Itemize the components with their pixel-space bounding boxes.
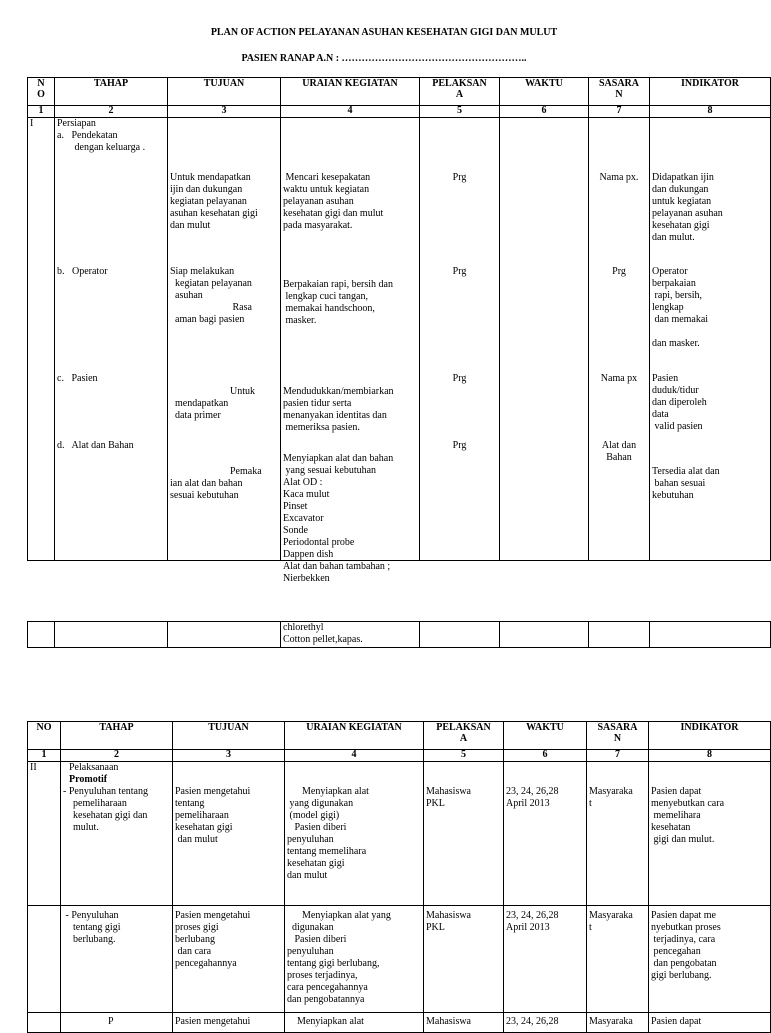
col-number: 8	[649, 750, 771, 762]
col-number: 8	[650, 106, 771, 118]
empty-cell	[168, 622, 281, 648]
tahap-text: - Penyuluhan tentang pemeliharaan kesehatan gigi dan mulut.	[63, 786, 148, 833]
tahap-pelaksanaan: Pelaksanaan	[69, 762, 119, 773]
plan-table-pelaksanaan	[27, 721, 771, 1033]
indikator-c: Pasien duduk/tidur dan diperoleh data valid pasien	[652, 373, 707, 432]
tahap-promotif: Promotif	[69, 774, 108, 785]
uraian-b: Berpakaian rapi, bersih dan lengkap cuci tangan, memakai handschoon, masker.	[283, 279, 393, 326]
indikator-d: Tersedia alat dan bahan sesuai kebutuhan	[652, 466, 720, 501]
col-header-waktu: WAKTU	[500, 78, 589, 106]
tujuan-b: Siap melakukan kegiatan pelayanan asuhan Rasa aman bagi pasien	[170, 266, 252, 325]
waktu-text: 23, 24, 26,28 April 2013	[504, 762, 587, 906]
col-header-sasaran: SASARA N	[589, 78, 650, 106]
col-number: 3	[173, 750, 285, 762]
pelaksana-text: Mahasiswa PKL	[424, 762, 504, 906]
col-header-indikator: INDIKATOR	[649, 722, 771, 750]
tahap-text: - Penyuluhan tentang gigi berlubang.	[61, 906, 173, 1013]
tahap-text: P	[61, 1013, 173, 1033]
table-row	[28, 622, 771, 648]
col-number: 4	[285, 750, 424, 762]
uraian-continuation: chlorethyl Cotton pellet,kapas.	[281, 622, 420, 648]
col-header-tahap: TAHAP	[61, 722, 173, 750]
col-number: 7	[589, 106, 650, 118]
uraian-text: Menyiapkan alat	[285, 1013, 424, 1033]
tujuan-text: Pasien mengetahui proses gigi berlubang dan cara pencegahannya	[173, 906, 285, 1013]
col-number: 5	[420, 106, 500, 118]
col-header-no: NO	[28, 722, 61, 750]
uraian-c: Mendudukkan/membiarkan pasien tidur serta menanyakan identitas dan memeriksa pasien.	[283, 386, 394, 433]
col-number: 3	[168, 106, 281, 118]
empty-cell	[420, 622, 500, 648]
table-row	[28, 118, 771, 561]
sasaran-text: Masyaraka t	[587, 762, 649, 906]
indikator-text: Pasien dapat me nyebutkan proses terjadinya, cara pencegahan dan pengobatan gigi berlubang.	[649, 906, 771, 1013]
empty-cell	[55, 622, 168, 648]
row-number-text: I	[30, 118, 34, 129]
row-number: II	[28, 762, 61, 906]
tujuan-text: Pasien mengetahui	[173, 1013, 285, 1033]
row-number	[28, 118, 55, 561]
tujuan-cell	[168, 118, 281, 561]
pelaksana-c: Prg	[452, 373, 467, 384]
table-row	[28, 762, 771, 906]
indikator-text: Pasien dapat	[649, 1013, 771, 1033]
empty-cell	[650, 622, 771, 648]
sasaran-c: Nama px	[600, 373, 638, 384]
col-header-pelaksana: PELAKSAN A	[424, 722, 504, 750]
empty-cell	[28, 1013, 61, 1033]
plan-table-persiapan	[27, 77, 771, 584]
sasaran-cell	[589, 118, 650, 561]
sasaran-b: Prg	[612, 266, 626, 277]
indikator-b: Operator berpakaian rapi, bersih, lengkap dan memakai dan masker.	[652, 266, 709, 349]
empty-cell	[589, 622, 650, 648]
number-row	[28, 750, 771, 762]
uraian-d: Menyiapkan alat dan bahan yang sesuai kebutuhan Alat OD : Kaca mulut Pinset Excavator Sonde Periodontal probe Dappen dish Alat dan bahan tambahan ; Nierbekken	[283, 453, 394, 584]
waktu-text: 23, 24, 26,28	[504, 1013, 587, 1033]
tahap-d: d. Alat dan Bahan	[57, 440, 134, 451]
table-row	[28, 1013, 771, 1033]
tahap-b: b. Operator	[57, 266, 108, 277]
tujuan-a: Untuk mendapatkan ijin dan dukungan kegiatan pelayanan asuhan kesehatan gigi dan mulut	[170, 172, 258, 231]
col-number: 4	[281, 106, 420, 118]
col-header-tahap: TAHAP	[55, 78, 168, 106]
waktu-cell	[500, 118, 589, 561]
col-number: 2	[55, 106, 168, 118]
tujuan-text: Pasien mengetahui tentang pemeliharaan kesehatan gigi dan mulut	[173, 762, 285, 906]
col-header-indikator: INDIKATOR	[650, 78, 771, 106]
col-number: 5	[424, 750, 504, 762]
col-header-tujuan: TUJUAN	[168, 78, 281, 106]
number-row	[28, 106, 771, 118]
col-number: 6	[504, 750, 587, 762]
uraian-text: Menyiapkan alat yang digunakan Pasien diberi penyuluhan tentang gigi berlubang, proses terjadinya, cara pencegahannya dan pengobatannya	[285, 906, 424, 1013]
pelaksana-b: Prg	[452, 266, 467, 277]
col-header-no: N O	[28, 78, 55, 106]
tahap-a: a. Pendekatan dengan keluarga .	[57, 130, 146, 153]
uraian-cell	[281, 118, 420, 584]
col-number: 2	[61, 750, 173, 762]
indikator-a: Didapatkan ijin dan dukungan untuk kegiatan pelayanan asuhan kesehatan gigi dan mulut.	[652, 172, 723, 243]
document-title: PLAN OF ACTION PELAYANAN ASUHAN KESEHATAN GIGI DAN MULUT	[210, 27, 558, 38]
table-row	[28, 906, 771, 1013]
tujuan-c: Untuk mendapatkan data primer	[175, 386, 255, 421]
tahap-c: c. Pasien	[57, 373, 98, 384]
tahap-persiapan: Persiapan	[57, 118, 96, 129]
sasaran-d: Alat dan Bahan	[601, 440, 637, 463]
pelaksana-text: Mahasiswa PKL	[424, 906, 504, 1013]
col-header-pelaksana: PELAKSAN A	[420, 78, 500, 106]
col-header-waktu: WAKTU	[504, 722, 587, 750]
col-header-tujuan: TUJUAN	[173, 722, 285, 750]
pelaksana-cell	[420, 118, 500, 561]
plan-table-continuation	[27, 621, 771, 648]
uraian-a: Mencari kesepakatan waktu untuk kegiatan pelayanan asuhan kesehatan gigi dan mulut pada masyarakat.	[283, 172, 384, 231]
sasaran-text: Masyaraka t	[587, 906, 649, 1013]
indikator-text: Pasien dapat menyebutkan cara memelihara kesehatan gigi dan mulut.	[649, 762, 771, 906]
tujuan-d: Pemaka ian alat dan bahan sesuai kebutuhan	[170, 466, 262, 501]
col-number: 7	[587, 750, 649, 762]
col-header-uraian: URAIAN KEGIATAN	[285, 722, 424, 750]
empty-cell	[28, 622, 55, 648]
document-subtitle: PASIEN RANAP A.N : ………………………………………………..	[241, 53, 527, 64]
col-number: 1	[28, 106, 55, 118]
tahap-cell	[61, 762, 173, 906]
pelaksana-text: Mahasiswa	[424, 1013, 504, 1033]
tahap-cell	[55, 118, 168, 561]
col-header-uraian: URAIAN KEGIATAN	[281, 78, 420, 106]
uraian-text: Menyiapkan alat yang digunakan (model gigi) Pasien diberi penyuluhan tentang memelihara kesehatan gigi dan mulut	[285, 762, 424, 906]
empty-cell	[500, 622, 589, 648]
pelaksana-d: Prg	[452, 440, 467, 451]
indikator-cell	[650, 118, 771, 561]
col-number: 1	[28, 750, 61, 762]
pelaksana-a: Prg	[452, 172, 467, 183]
waktu-text: 23, 24, 26,28 April 2013	[504, 906, 587, 1013]
sasaran-a: Nama px.	[599, 172, 639, 183]
header-row	[28, 78, 771, 106]
col-header-sasaran: SASARA N	[587, 722, 649, 750]
sasaran-text: Masyaraka	[587, 1013, 649, 1033]
empty-cell	[28, 906, 61, 1013]
col-number: 6	[500, 106, 589, 118]
header-row	[28, 722, 771, 750]
